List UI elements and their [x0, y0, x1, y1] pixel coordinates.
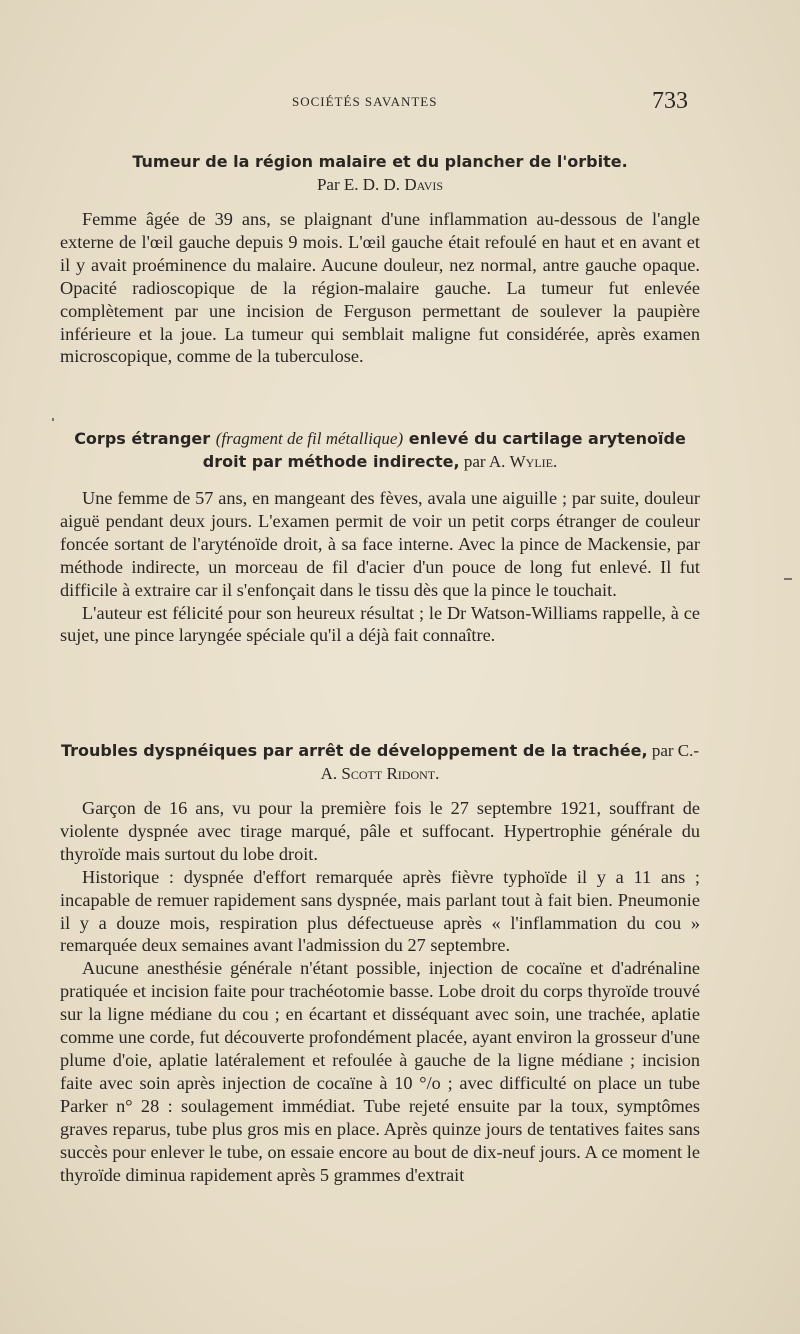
article-paragraph: Historique : dyspnée d'effort remarquée après fièvre typhoïde il y a 11 ans ; incapable de remuer rapidement sans dyspnée, mais parlant tout à fait bien. Pneumonie il y a douze mois, respiration plus défectueuse après « l'inflammation du cou » remarquée deux semaines avant l'admission du 27 septembre. [60, 866, 700, 956]
article-paragraph: Garçon de 16 ans, vu pour la première fois le 27 septembre 1921, souffrant de violente dyspnée avec tirage marqué, pâle et suffocant. Hypertrophie générale du thyroïde mais surtout du lobe droit. [60, 798, 700, 864]
article-title [60, 150, 700, 196]
running-title: SOCIÉTÉS SAVANTES [292, 94, 438, 109]
article-title-middle: enlevé du cartilage arytenoïde droit par méthode indirecte, [202, 429, 686, 471]
scan-mark [52, 418, 54, 421]
article-title-italic: (fragment de fil métallique) [215, 429, 404, 448]
author-prefix: par A. [459, 452, 510, 471]
article-title [60, 739, 700, 785]
article-title-text: Troubles dyspnéiques par arrêt de développement de la trachée, [60, 741, 648, 760]
author-prefix: par C.-A. [320, 741, 700, 783]
article-paragraph: Une femme de 57 ans, en mangeant des fèves, avala une aiguille ; par suite, douleur aiguë pendant deux jours. L'examen permit de voir un petit corps étranger de couleur foncée sortant de l'aryténoïde droit, à sa face interne. Avec la pince de Mackensie, par méthode indirecte, un morceau de fil d'acier d'un pouce de long fut enlevé. Il fut difficile à extraire car il s'enfonçait dans le tissu dès que la pince le touchait. [60, 488, 700, 600]
article-tracheal-dyspnea [60, 739, 700, 1186]
author-name: Scott Ridont. [341, 764, 440, 783]
article-title-text: Tumeur de la région malaire et du plancher de l'orbite. [132, 152, 628, 171]
article-paragraph: Aucune anesthésie générale n'étant possible, injection de cocaïne et d'adrénaline pratiquée et incision faite pour trachéotomie basse. Lobe droit du corps thyroïde trouvé sur la ligne médiane du cou ; en écartant et disséquant avec soin, une trachée, aplatie comme une corde, fut découverte profondément placée, ayant environ la grosseur d'une plume d'oie, aplatie latéralement et refoulée à gauche de la ligne médiane ; incision faite avec soin après injection de cocaïne à 10 °/o ; avec difficulté on place un tube Parker n° 28 : soulagement immédiat. Tube rejeté ensuite par la toux, symptômes graves reparus, tube plus gros mis en place. Après quinze jours de tentatives faites sans succès pour enlever le tube, on essaie encore au bout de dix-neuf jours. A ce moment le thyroïde diminua rapidement après 5 grammes d'extrait [60, 958, 700, 1185]
article-title [60, 427, 700, 473]
author-name: Wylie. [509, 452, 558, 471]
article-paragraph: Femme âgée de 39 ans, se plaignant d'une inflammation au-dessous de l'angle externe de l'œil gauche depuis 9 mois. L'œil gauche était refoulé en haut et en avant et il y avait proéminence du malaire. Aucune douleur, nez normal, antre gauche opaque. Opacité radioscopique de la région-malaire gauche. La tumeur fut enlevée complètement par une incision de Ferguson permettant de soulever la paupière inférieure et la joue. La tumeur qui semblait maligne fut considérée, après examen microscopique, comme de la tuberculose. [60, 209, 700, 367]
article-title-start: Corps étranger [74, 429, 216, 448]
scan-mark [784, 578, 792, 580]
article-foreign-body [60, 427, 700, 647]
article-paragraph: L'auteur est félicité pour son heureux résultat ; le Dr Watson-Williams rappelle, à ce sujet, une pince laryngée spéciale qu'il a déjà fait connaître. [60, 602, 700, 646]
author-prefix: Par E. D. D. [316, 175, 405, 194]
article-malar-tumor [60, 150, 700, 368]
author-name: Davis [404, 175, 444, 194]
running-head [0, 88, 800, 118]
page-number: 733 [652, 88, 688, 114]
author-line [317, 175, 443, 194]
